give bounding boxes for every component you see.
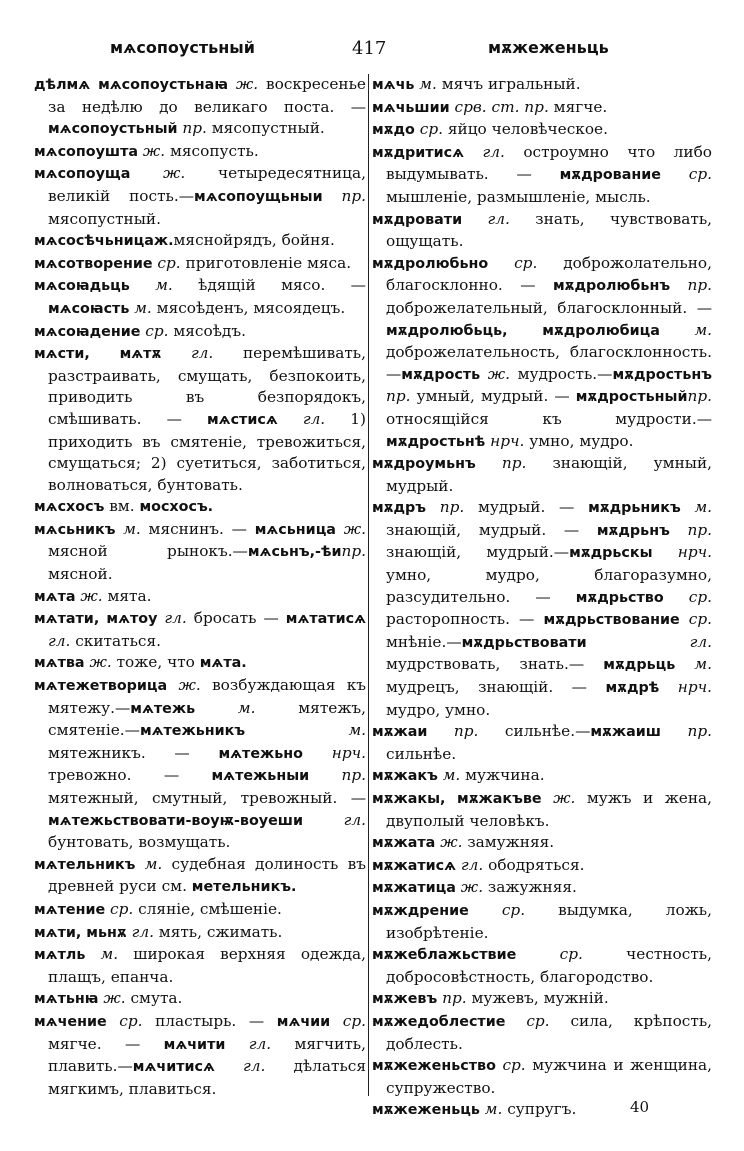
- dictionary-entry: [34, 652, 366, 675]
- grammar-label: м.: [195, 698, 256, 717]
- grammar-label: м.: [129, 276, 173, 295]
- grammar-label: ж.: [480, 364, 511, 383]
- page-header: [0, 38, 744, 68]
- definition-text: мясной.: [48, 565, 113, 584]
- definition-text: мясопустный.: [48, 209, 161, 228]
- definition-text: мужъ и жена, двуполый человѣкъ.: [386, 789, 712, 830]
- grammar-label: ж.: [335, 519, 366, 538]
- definition-text: сильнѣе.: [386, 744, 457, 763]
- definition-text: судебная долиность въ древней руси см.: [48, 854, 366, 896]
- dictionary-entry: [372, 1099, 712, 1122]
- headword: мѧсоꙗдение: [34, 323, 141, 340]
- definition-text: бросать —: [186, 609, 286, 628]
- dictionary-entry: [34, 608, 366, 652]
- grammar-label: м.: [659, 320, 712, 339]
- grammar-label: ж.: [228, 75, 259, 93]
- definition-text: мясоѣденъ, мясоядецъ.: [151, 298, 346, 317]
- headword: мѧсопоущьныи: [194, 188, 323, 205]
- headword: мѫжатисѧ: [372, 857, 457, 874]
- grammar-label: ср.: [660, 165, 712, 184]
- headword: мѧчь: [372, 77, 415, 93]
- grammar-label: ж.: [167, 676, 201, 695]
- dictionary-entry: [372, 497, 712, 721]
- definition-text: мудрый. —: [464, 498, 589, 517]
- header-left-guide-word: мѧсопоустьный: [110, 38, 255, 57]
- grammar-label: ср.: [505, 1011, 550, 1030]
- dictionary-entry: [34, 675, 366, 854]
- definition-text: широкая верхняя одежда, плащъ, епанча.: [48, 945, 366, 986]
- definition-text: мягче.: [548, 97, 608, 116]
- grammar-label: пр.: [322, 186, 366, 205]
- grammar-label: пр.: [670, 276, 713, 295]
- definition-text: приготовленіе мяса.: [180, 253, 352, 272]
- headword: метельникъ.: [191, 879, 297, 896]
- grammar-label: ср.: [105, 899, 134, 918]
- headword: мѫдрьнъ: [596, 522, 670, 539]
- grammar-label: гл.: [157, 609, 187, 628]
- definition-text: мышленіе, размышленіе, мысль.: [386, 187, 651, 206]
- grammar-label: ж.: [75, 586, 103, 605]
- dictionary-entry: [372, 877, 712, 900]
- headword: мѫжеженьство: [372, 1058, 496, 1075]
- headword: мѫдрость: [401, 366, 481, 383]
- definition-text: мягчить, плавить.—: [48, 1034, 366, 1076]
- definition-text: мнѣніе.—: [386, 632, 462, 651]
- headword: мѫдръ: [372, 500, 427, 517]
- headword: мѧта.: [199, 655, 247, 672]
- grammar-label: ж.: [455, 878, 484, 897]
- grammar-label: пр.: [177, 119, 207, 138]
- headword: мѫдростьнъ: [612, 366, 712, 383]
- headword: мосхосъ.: [139, 499, 214, 516]
- definition-text: воскресенье за недѣлю до великаго поста. —: [48, 75, 366, 116]
- definition-text: остроумно что либо выдумывать. —: [386, 142, 712, 184]
- definition-text: мясной рынокъ.—: [48, 542, 248, 561]
- grammar-label: гл.: [126, 922, 154, 941]
- definition-text: сляніе, смѣшеніе.: [133, 899, 282, 918]
- dictionary-entry: [34, 586, 366, 609]
- headword: мѫжаи: [372, 724, 428, 741]
- definition-text: расторопность. —: [386, 610, 544, 629]
- grammar-label: ср.: [152, 253, 181, 272]
- headword: мѫдо: [372, 122, 415, 139]
- definition-text: бунтовать, возмущать.: [48, 833, 231, 852]
- definition-text: доброжолательно, благосклонно. —: [386, 253, 712, 295]
- grammar-label: ж.: [98, 989, 126, 1008]
- definition-text: мудрствовать, знать.—: [386, 655, 604, 674]
- grammar-label: м.: [115, 519, 141, 538]
- grammar-label: м.: [437, 766, 461, 785]
- grammar-label: м.: [85, 945, 119, 964]
- dictionary-entry: [34, 253, 366, 276]
- dictionary-entry: [34, 163, 366, 230]
- column-divider: [368, 74, 369, 1096]
- definition-text: ободряться.: [483, 855, 585, 874]
- right-column: [372, 74, 712, 1122]
- grammar-label: ср.: [468, 900, 526, 919]
- dictionary-entry: [372, 721, 712, 765]
- headword: мѧчитисѧ: [132, 1059, 215, 1076]
- headword: мѧсьнъ,-ѣи: [247, 544, 342, 561]
- grammar-label: ср.: [140, 321, 169, 340]
- definition-text: относящійся къ мудрости.—: [386, 409, 712, 428]
- grammar-label: ср.: [495, 1056, 526, 1075]
- dictionary-entry: [372, 253, 712, 453]
- definition-text: замужняя.: [462, 833, 555, 852]
- grammar-label: ср.: [106, 1011, 143, 1030]
- headword: мѫдролюбьнъ: [552, 278, 671, 295]
- dictionary-entry: [34, 922, 366, 945]
- definition-text: мудро, умно.: [386, 700, 491, 719]
- grammar-label: ср.: [663, 587, 712, 606]
- headword: мѫжаиш: [590, 724, 661, 741]
- definition-text: пластырь. —: [142, 1011, 277, 1030]
- dictionary-entry: [372, 832, 712, 855]
- dictionary-entry: [34, 141, 366, 164]
- definition-text: выдумка, ложь, изобрѣтеніе.: [386, 900, 712, 942]
- grammar-label: ж.: [541, 789, 576, 807]
- dictionary-entry: [372, 988, 712, 1011]
- headword: мѫжеблажьствие: [372, 947, 517, 964]
- signature-mark: 40: [630, 1098, 650, 1116]
- grammar-label: гл.: [463, 142, 505, 161]
- definition-text: тревожно. —: [48, 766, 212, 785]
- definition-text: сильнѣе.—: [478, 722, 591, 741]
- definition-text: четыредесятница, великій пость.—: [48, 164, 366, 205]
- headword: мѫдритисѧ: [372, 144, 464, 161]
- definition-text: мята.: [102, 586, 152, 605]
- headword: мѫдростьнѣ: [386, 433, 486, 450]
- definition-text: честность, добросовѣстность, благородство.: [386, 945, 712, 986]
- grammar-label: пр.: [309, 766, 366, 785]
- dictionary-entry: [372, 74, 712, 97]
- headword: мѧсоꙗсть: [48, 300, 130, 317]
- grammar-label: пр.: [386, 387, 411, 406]
- grammar-label: гл.: [456, 855, 484, 874]
- headword: мѧсоꙗдьць: [34, 278, 130, 295]
- dictionary-entry: [372, 1055, 712, 1099]
- headword: мѫдрьствование: [543, 612, 680, 629]
- grammar-label: нрч.: [303, 743, 366, 762]
- grammar-label: пр.: [341, 542, 366, 561]
- grammar-label: м.: [680, 498, 712, 517]
- headword: мѧсопоустьный: [48, 121, 178, 138]
- definition-text: мяснойрядъ, бойня.: [173, 231, 335, 250]
- grammar-label: м.: [245, 721, 366, 740]
- headword: мѧтение: [34, 901, 106, 918]
- headword: мѧтати, мѧтоу: [34, 611, 158, 628]
- definition-text: доброжелательный, благосклонный. —: [386, 298, 712, 317]
- dictionary-entry: [34, 321, 366, 344]
- headword: мѧстисѧ: [207, 411, 278, 428]
- grammar-label: пр.: [687, 387, 712, 406]
- dictionary-entry: [372, 765, 712, 788]
- headword: мѫдроумьнъ: [372, 456, 476, 473]
- definition-text: мягче. —: [48, 1034, 164, 1053]
- headword: мѧта: [34, 588, 76, 605]
- header-right-guide-word: мѫжеженьць: [488, 38, 609, 57]
- headword: мѫжакъ: [372, 768, 438, 785]
- grammar-label: пр.: [427, 722, 479, 741]
- headword: мѧчити: [163, 1036, 226, 1053]
- headword: мѫдролюбьць, мѫдролюбица: [386, 322, 660, 339]
- dictionary-entry: [34, 854, 366, 899]
- dictionary-entry: [372, 209, 712, 253]
- headword: мѧсосѣчьницаж.: [34, 233, 174, 250]
- definition-text: зажужняя.: [483, 878, 577, 897]
- grammar-label: ср.: [516, 945, 583, 964]
- headword: мѧсхосъ: [34, 499, 105, 516]
- definition-text: мячъ игральный.: [436, 75, 581, 93]
- grammar-label: м.: [414, 75, 437, 93]
- definition-text: умно, мудро.: [524, 431, 634, 450]
- headword: мѧтежьникъ: [139, 723, 246, 740]
- headword: мѫжедоблестие: [372, 1013, 506, 1030]
- grammar-label: нрч.: [485, 431, 525, 450]
- dictionary-entry: [34, 343, 366, 496]
- dictionary-entry: [34, 230, 366, 253]
- headword: мѧтежьно: [218, 745, 304, 762]
- grammar-label: пр.: [669, 520, 713, 539]
- definition-text: знающій, умный, мудрый.: [386, 454, 713, 495]
- grammar-label: ср.: [679, 610, 712, 629]
- headword: мѧчение: [34, 1013, 107, 1030]
- definition-text: супругъ.: [502, 1100, 577, 1119]
- definition-text: умно, мудро, благоразумно, разсудительно. —: [386, 566, 712, 606]
- dictionary-entry: [372, 97, 712, 120]
- headword: мѫжевъ: [372, 991, 438, 1008]
- grammar-label: гл.: [48, 631, 71, 650]
- grammar-label: ж.: [138, 141, 166, 160]
- grammar-label: м.: [675, 655, 712, 674]
- dictionary-entry: [34, 496, 366, 519]
- grammar-label: м.: [135, 854, 163, 873]
- grammar-label: ср.: [330, 1011, 367, 1030]
- definition-text: дѣлаться мягкимъ, плавиться.: [48, 1057, 366, 1098]
- headword: мѫжеженьць: [372, 1102, 480, 1119]
- grammar-label: гл.: [225, 1034, 272, 1053]
- definition-text: мужчина и женщина, супружество.: [386, 1056, 712, 1097]
- grammar-label: пр.: [426, 498, 465, 517]
- definition-text: возбуждающая къ мятежу.—: [48, 676, 366, 717]
- grammar-label: гл.: [214, 1057, 266, 1076]
- grammar-label: гл.: [303, 810, 366, 829]
- grammar-label: ср.: [414, 120, 443, 139]
- headword: мѫдрьствовати: [461, 634, 587, 651]
- headword: мѫжакы, мѫжакъве: [372, 791, 542, 807]
- dictionary-entry: [34, 944, 366, 988]
- grammar-label: гл.: [462, 209, 510, 228]
- headword: мѧчьшии: [372, 99, 450, 116]
- headword: мѧтатисѧ: [285, 611, 366, 628]
- definition-text: мятежникъ. —: [48, 743, 219, 762]
- headword: мѫжатица: [372, 880, 456, 897]
- dictionary-entry: [372, 1011, 712, 1055]
- dictionary-entry: [34, 519, 366, 586]
- headword: мѧсьница: [254, 521, 336, 538]
- grammar-label: ср.: [488, 253, 538, 272]
- dictionary-entry: [34, 899, 366, 922]
- headword: мѧсотворение: [34, 255, 153, 272]
- definition-text: знать, чувствовать, ощущать.: [386, 209, 713, 251]
- definition-text: мятежъ, смятеніе.—: [48, 698, 366, 740]
- headword: мѧсьникъ: [34, 521, 116, 538]
- headword: дѣлмѧ мѧсопоустьнаꙗ: [34, 77, 229, 93]
- headword: мѫдрование: [559, 167, 661, 184]
- definition-text: умный, мудрый. —: [410, 387, 576, 406]
- headword: мѧчии: [276, 1013, 331, 1030]
- headword: мѧсопоушта: [34, 143, 139, 160]
- definition-text: сила, крѣпость, доблесть.: [386, 1011, 713, 1053]
- dictionary-entry: [372, 453, 712, 497]
- definition-text: 1) приходить въ смятеніе, тревожиться, смущаться; 2) суетиться, заботиться, волноваться, бунтовать.: [48, 409, 366, 494]
- headword: мѫдрьство: [575, 589, 664, 606]
- headword: мѧтежьныи: [211, 768, 310, 785]
- headword: мѧсти, мѧтѫ: [34, 346, 162, 363]
- grammar-label: ж.: [435, 833, 463, 852]
- grammar-label: ж.: [84, 653, 112, 672]
- grammar-label: ж.: [130, 164, 186, 183]
- definition-text: мужчина.: [460, 766, 545, 785]
- dictionary-entry: [372, 855, 712, 878]
- grammar-label: нрч.: [652, 543, 713, 562]
- grammar-label: нрч.: [659, 678, 712, 697]
- dictionary-entry: [34, 1011, 366, 1100]
- headword: мѧтежетворица: [34, 678, 168, 695]
- dictionary-entry: [372, 788, 712, 832]
- dictionary-entry: [372, 900, 712, 944]
- headword: мѫждрение: [372, 902, 469, 919]
- dictionary-entry: [34, 988, 366, 1011]
- definition-text: мясоѣдъ.: [168, 321, 246, 340]
- grammar-label: гл.: [161, 344, 214, 363]
- dictionary-entry: [34, 74, 366, 141]
- definition-text: смута.: [125, 989, 183, 1008]
- headword: мѧтельникъ: [34, 856, 136, 873]
- headword: мѧтва: [34, 655, 85, 672]
- left-column: [34, 74, 366, 1100]
- headword: мѧти, мьнѫ: [34, 924, 127, 941]
- headword: мѧсопоуща: [34, 166, 131, 183]
- dictionary-entry: [372, 119, 712, 142]
- headword: мѫдрьскы: [569, 545, 653, 562]
- definition-text: доброжелательность, благосклонность.—: [386, 343, 712, 383]
- definition-text: мятежный, смутный, тревожный. —: [48, 789, 366, 807]
- definition-text: мясопусть.: [165, 141, 259, 160]
- definition-text: мять, сжимать.: [153, 922, 283, 941]
- grammar-label: м.: [129, 298, 152, 317]
- headword: мѧтежьствовати-воуѭ-воуеши: [48, 812, 304, 829]
- definition-text: мясопустный.: [206, 119, 325, 138]
- grammar-label: гл.: [277, 409, 326, 428]
- page-number: 417: [352, 38, 387, 59]
- grammar-label: срв. ст. пр.: [449, 97, 549, 116]
- headword: мѫжата: [372, 835, 436, 852]
- headword: мѫдровати: [372, 211, 463, 228]
- definition-text: скитаться.: [70, 631, 161, 650]
- definition-text: мяснинъ. —: [140, 519, 255, 538]
- headword: мѧтежь: [130, 700, 196, 717]
- grammar-label: пр.: [475, 454, 527, 473]
- definition-text: знающій, мудрый. —: [386, 520, 597, 539]
- definition-text: знающій, мудрый.—: [386, 543, 570, 562]
- dictionary-entry: [372, 944, 712, 988]
- headword: мѫдрѣ: [605, 680, 660, 697]
- dictionary-entry: [372, 142, 712, 209]
- headword: мѫдрьць: [603, 657, 676, 674]
- grammar-label: пр.: [660, 722, 712, 741]
- grammar-label: гл.: [586, 632, 712, 651]
- definition-text: яйцо человѣческое.: [442, 120, 608, 139]
- definition-text: перемѣшивать, разстраивать, смущать, безпокоить, приводить въ безпорядокъ, смѣшивать. —: [48, 344, 366, 428]
- headword: мѫдролюбьно: [372, 255, 489, 272]
- definition-text: мудрецъ, знающій. —: [386, 678, 606, 697]
- definition-text: мужевъ, мужній.: [466, 989, 609, 1008]
- headword: мѧтьнꙗ: [34, 991, 99, 1008]
- headword: мѧтль: [34, 947, 86, 964]
- grammar-label: пр.: [437, 989, 467, 1008]
- definition-text: вм.: [104, 497, 140, 516]
- grammar-label: м.: [479, 1100, 503, 1119]
- definition-text: ѣдящій мясо. —: [172, 276, 366, 295]
- headword: мѫдрьникъ: [588, 500, 681, 517]
- dictionary-entry: [34, 275, 366, 320]
- definition-text: мудрость.—: [510, 364, 613, 383]
- definition-text: тоже, что: [111, 653, 200, 672]
- headword: мѫдростьный: [575, 389, 688, 406]
